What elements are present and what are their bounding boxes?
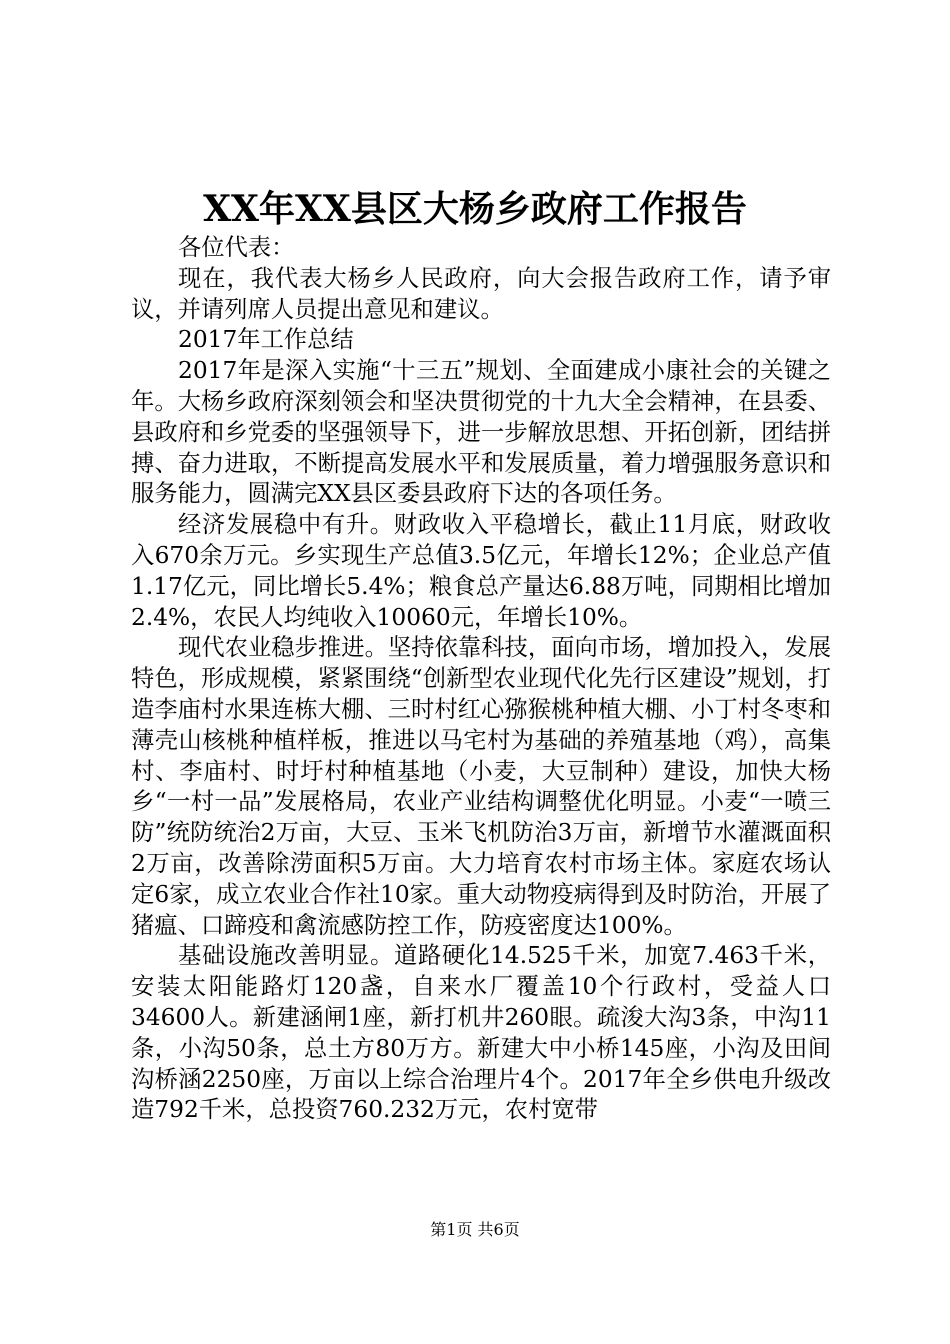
paragraph-salutation: 各位代表： (178, 234, 295, 261)
section-heading: 2017年工作总结 (178, 326, 354, 354)
paragraph-agriculture: 现代农业稳步推进。坚持依靠科技，面向市场，增加投入，发展特色，形成规模，紧紧围绕“创新型农业现代化先行区建设”规划，打造李庙村水果连栋大棚、三时村红心猕猴桃种植大棚、小丁村冬枣和薄壳山核桃种植样板，推进以马宅村为基础的养殖基地（鸡），高集村、李庙村、时圩村种植基地（小麦，大豆制种）建设，加快大杨乡“一村一品”发展格局，农业产业结构调整优化明显。小麦“一喷三防”统防统治2万亩，大豆、玉米飞机防治3万亩，新增节水灌溉面积2万亩，改善除涝面积5万亩。大力培育农村市场主体。家庭农场认定6家，成立农业合作社10家。重大动物疫病得到及时防治，开展了猪瘟、口蹄疫和禽流感防控工作，防疫密度达100%。 (131, 634, 831, 939)
paragraph-intro: 现在，我代表大杨乡人民政府，向大会报告政府工作，请予审议，并请列席人员提出意见和建议。 (131, 264, 831, 323)
paragraph-overview: 2017年是深入实施“十三五”规划、全面建成小康社会的关键之年。大杨乡政府深刻领会和坚决贯彻党的十九大全会精神，在县委、县政府和乡党委的坚强领导下，进一步解放思想、开拓创新，团结拼搏、奋力进取，不断提高发展水平和发展质量，着力增强服务意识和服务能力，圆满完XX县区委县政府下达的各项任务。 (131, 357, 831, 508)
document-title: XX年XX县区大杨乡政府工作报告 (203, 188, 747, 230)
paragraph-infrastructure: 基础设施改善明显。道路硬化14.525千米，加宽7.463千米，安装太阳能路灯120盏，自来水厂覆盖10个行政村，受益人口34600人。新建涵闸1座，新打机井260眼。疏浚大沟3条，中沟11条，小沟50条，总土方80万方。新建大中小桥145座，小沟及田间沟桥涵2250座，万亩以上综合治理片4个。2017年全乡供电升级改造792千米，总投资760.232万元，农村宽带 (131, 942, 831, 1124)
document-body (131, 233, 831, 1126)
page-number-footer: 第1页 共6页 (430, 1220, 520, 1239)
paragraph-economy: 经济发展稳中有升。财政收入平稳增长，截止11月底，财政收入670余万元。乡实现生产总值3.5亿元，年增长12%；企业总产值1.17亿元，同比增长5.4%；粮食总产量达6.88万吨，同期相比增加2.4%，农民人均纯收入10060元，年增长10%。 (131, 511, 831, 631)
